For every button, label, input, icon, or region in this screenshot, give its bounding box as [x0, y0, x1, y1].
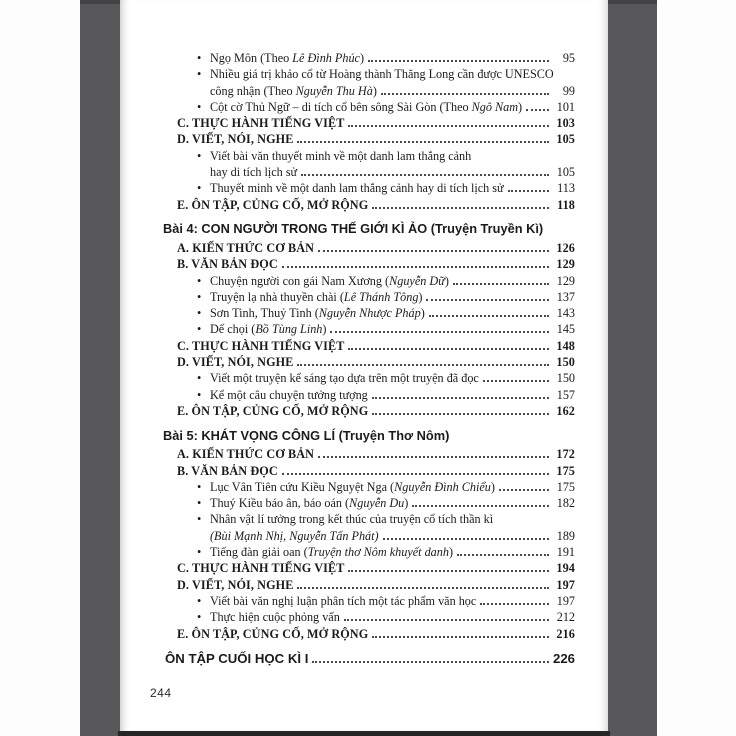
toc-entry-text: E. ÔN TẬP, CỦNG CỐ, MỞ RỘNG [177, 403, 369, 418]
toc-entry [177, 560, 575, 576]
dot-leader [381, 93, 549, 95]
dot-leader [372, 636, 549, 638]
toc-entry-text: (Bùi Mạnh Nhị, Nguyễn Tấn Phát) [210, 528, 379, 543]
toc-entry-text: Chuyện người con gái Nam Xương (Nguyễn Dữ) [210, 273, 449, 288]
bullet-icon: • [197, 496, 202, 511]
toc-entry [177, 148, 575, 164]
toc-entry [177, 99, 575, 115]
toc-entry-text: Lục Vân Tiên cứu Kiều Nguyệt Nga (Nguyễn Đình Chiểu) [210, 479, 495, 494]
bullet-icon: • [197, 610, 202, 625]
toc-entry [177, 256, 575, 272]
dot-leader [508, 190, 549, 192]
toc-page-number: 150 [556, 371, 575, 386]
table-of-contents [163, 50, 575, 667]
toc-page-number: 162 [556, 403, 575, 418]
toc-entry-text: Bài 4: CON NGƯỜI TRONG THẾ GIỚI KÌ ẢO (Truyện Truyền Kì) [163, 221, 544, 237]
dot-leader [348, 348, 549, 350]
toc-page-number: 129 [556, 257, 575, 272]
toc-entry-text: B. VĂN BẢN ĐỌC [177, 463, 278, 478]
toc-entry [177, 83, 575, 99]
toc-page-number: 105 [556, 165, 575, 180]
dot-leader [526, 109, 549, 111]
dot-leader [282, 473, 549, 475]
toc-entry-text: E. ÔN TẬP, CỦNG CỐ, MỞ RỘNG [177, 626, 369, 641]
toc-page-number: 191 [556, 545, 575, 560]
bullet-icon: • [197, 322, 202, 337]
toc-entry [177, 273, 575, 289]
toc-entry-text: ÔN TẬP CUỐI HỌC KÌ I [165, 650, 309, 666]
toc-entry-text: Thực hiện cuộc phỏng vấn [210, 610, 340, 625]
toc-page-number: 194 [556, 561, 575, 576]
dot-leader [480, 603, 549, 605]
toc-entry [177, 479, 575, 495]
bullet-icon: • [197, 387, 202, 402]
toc-page-number: 216 [556, 626, 575, 641]
toc-page-number: 148 [556, 338, 575, 353]
dot-leader [344, 619, 549, 621]
toc-page-number: 99 [562, 83, 575, 98]
dot-leader [348, 125, 549, 127]
toc-entry-text: Sơn Tinh, Thuỷ Tinh (Nguyễn Nhược Pháp) [210, 306, 425, 321]
dot-leader [372, 413, 549, 415]
dot-leader [426, 299, 549, 301]
toc-entry [177, 164, 575, 180]
toc-page-number: 212 [556, 610, 575, 625]
toc-entry-text: Ngọ Môn (Theo Lê Đình Phúc) [210, 51, 365, 65]
dot-leader [297, 587, 549, 589]
toc-entry-text: hay di tích lịch sử [210, 165, 298, 180]
toc-entry [177, 609, 575, 625]
book-page [120, 0, 608, 731]
dot-leader [312, 661, 549, 663]
toc-entry-text: D. VIẾT, NÓI, NGHE [177, 355, 294, 370]
toc-entry [177, 321, 575, 337]
dot-leader [383, 538, 549, 540]
dot-leader [297, 141, 549, 143]
toc-entry-text: Viết một truyện kể sáng tạo dựa trên một truyện đã đọc [210, 371, 479, 386]
toc-page-number: 189 [556, 528, 575, 543]
toc-entry-text: Tiếng đàn giải oan (Truyện thơ Nôm khuyết danh) [210, 545, 454, 560]
toc-entry-text: D. VIẾT, NÓI, NGHE [177, 132, 294, 147]
toc-entry-text: Nhiều giá trị khảo cổ từ Hoàng thành Thăng Long cần được UNESCO [210, 67, 554, 82]
toc-page-number: 129 [556, 273, 575, 288]
toc-entry-text: E. ÔN TẬP, CỦNG CỐ, MỞ RỘNG [177, 197, 369, 212]
toc-entry-text: B. VĂN BẢN ĐỌC [177, 257, 278, 272]
toc-entry [177, 289, 575, 305]
toc-page-number: 118 [557, 197, 575, 212]
dot-leader [318, 250, 549, 252]
toc-page-number: 137 [556, 289, 575, 304]
dot-leader [453, 283, 549, 285]
dot-leader [372, 397, 549, 399]
toc-entry [165, 651, 575, 667]
toc-entry [177, 528, 575, 544]
toc-entry-text: Dế chọi (Bồ Tùng Linh) [210, 322, 327, 337]
toc-entry-text: Nhân vật lí tưởng trong kết thúc của truyện cổ tích thần kì [210, 512, 494, 527]
toc-entry [177, 50, 575, 66]
dot-leader [499, 489, 549, 491]
toc-entry-text: Thuyết minh về một danh lam thắng cảnh hay di tích lịch sử [210, 181, 504, 196]
photo-bottom-edge-strip [118, 731, 610, 736]
bullet-icon: • [197, 371, 202, 386]
toc-page-number: 95 [562, 51, 575, 65]
toc-entry [177, 446, 575, 462]
bullet-icon: • [197, 148, 202, 163]
toc-page-number: 197 [556, 577, 575, 592]
bullet-icon: • [197, 99, 202, 114]
dot-leader [301, 174, 549, 176]
bullet-icon: • [197, 512, 202, 527]
toc-entry-text: Viết bài văn nghị luận phân tích một tác phẩm văn học [210, 593, 477, 608]
toc-entry [177, 305, 575, 321]
bullet-icon: • [197, 51, 202, 65]
bullet-icon: • [197, 67, 202, 82]
toc-entry-text: Bài 5: KHÁT VỌNG CÔNG LÍ (Truyện Thơ Nôm) [163, 427, 450, 443]
toc-page-number: 126 [556, 240, 575, 255]
dot-leader [282, 266, 549, 268]
toc-page-number: 226 [552, 650, 575, 666]
dot-leader [483, 380, 549, 382]
dot-leader [297, 364, 549, 366]
dot-leader [457, 554, 549, 556]
bullet-icon: • [197, 593, 202, 608]
toc-entry [177, 495, 575, 511]
dot-leader [368, 60, 549, 62]
toc-page-number: 157 [556, 387, 575, 402]
toc-entry [177, 370, 575, 386]
photo-background-left-strip [80, 0, 120, 736]
toc-entry-text: Truyện lạ nhà thuyền chài (Lê Thánh Tông) [210, 289, 423, 304]
toc-chapter-heading [163, 221, 575, 237]
toc-entry [177, 66, 575, 82]
photo-background-right-strip [608, 0, 657, 736]
toc-page-number: 101 [556, 99, 575, 114]
toc-page-number: 145 [556, 322, 575, 337]
toc-page-number: 175 [556, 463, 575, 478]
toc-entry [177, 463, 575, 479]
page-number: 244 [150, 686, 172, 700]
toc-entry [177, 240, 575, 256]
toc-entry [177, 115, 575, 131]
toc-entry [177, 577, 575, 593]
toc-entry [177, 403, 575, 419]
bullet-icon: • [197, 273, 202, 288]
dot-leader [429, 315, 549, 317]
toc-entry-text: công nhận (Theo Nguyễn Thu Hà) [210, 83, 377, 98]
toc-entry-text: Viết bài văn thuyết minh về một danh lam thắng cảnh [210, 148, 472, 163]
bullet-icon: • [197, 181, 202, 196]
toc-page-number: 105 [556, 132, 575, 147]
toc-entry-text: Kể một câu chuyện tưởng tượng [210, 387, 368, 402]
toc-entry [177, 197, 575, 213]
toc-entry-text: Thuý Kiều báo ân, báo oán (Nguyễn Du) [210, 496, 409, 511]
toc-entry-text: Cột cờ Thủ Ngữ – di tích cổ bên sông Sài Gòn (Theo Ngô Nam) [210, 99, 523, 114]
toc-entry-text: C. THỰC HÀNH TIẾNG VIỆT [177, 338, 345, 353]
toc-page-number: 143 [556, 306, 575, 321]
toc-page-number: 197 [556, 593, 575, 608]
toc-page-number: 103 [556, 116, 575, 131]
toc-entry-text: A. KIẾN THỨC CƠ BẢN [177, 240, 314, 255]
toc-entry-text: A. KIẾN THỨC CƠ BẢN [177, 447, 314, 462]
toc-entry [177, 544, 575, 560]
toc-entry [177, 354, 575, 370]
bullet-icon: • [197, 545, 202, 560]
toc-entry [177, 131, 575, 147]
toc-entry [177, 511, 575, 527]
toc-entry [177, 593, 575, 609]
toc-page-number: 172 [556, 447, 575, 462]
toc-entry-text: C. THỰC HÀNH TIẾNG VIỆT [177, 116, 345, 131]
dot-leader [412, 505, 549, 507]
toc-page-number: 182 [556, 496, 575, 511]
dot-leader [318, 456, 549, 458]
toc-page-number: 113 [557, 181, 575, 196]
bullet-icon: • [197, 479, 202, 494]
dot-leader [330, 331, 549, 333]
toc-entry [177, 180, 575, 196]
toc-chapter-heading [163, 428, 575, 444]
toc-page-number: 150 [556, 355, 575, 370]
toc-entry [177, 387, 575, 403]
toc-entry-text: C. THỰC HÀNH TIẾNG VIỆT [177, 561, 345, 576]
bullet-icon: • [197, 306, 202, 321]
toc-entry-text: D. VIẾT, NÓI, NGHE [177, 577, 294, 592]
toc-entry [177, 626, 575, 642]
dot-leader [372, 207, 549, 209]
toc-page-number: 175 [556, 479, 575, 494]
dot-leader [348, 570, 549, 572]
bullet-icon: • [197, 289, 202, 304]
toc-entry [177, 338, 575, 354]
